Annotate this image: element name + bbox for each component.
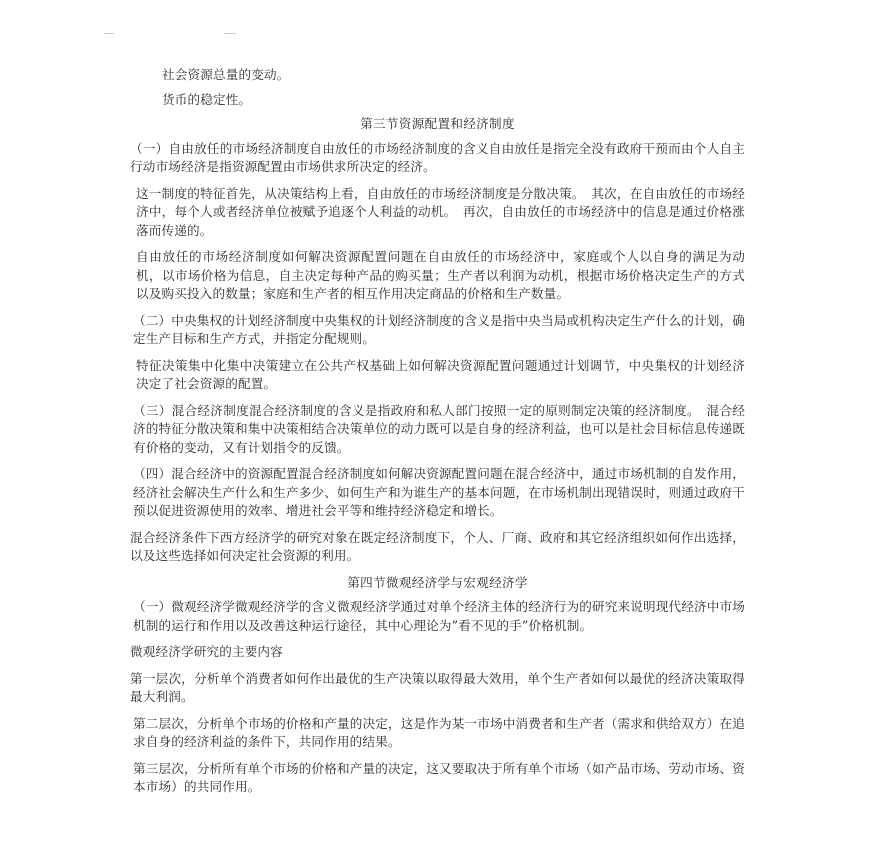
paragraph: 混合经济条件下西方经济学的研究对象在既定经济制度下，个人、厂商、政府和其它经济组织如何作出选择，以及这些选择如何决定社会资源的利用。 [130,529,745,563]
paragraph: （四）混合经济中的资源配置混合经济制度如何解决资源配置问题在混合经济中，通过市场机制的自发作用，经济社会解决生产什么和生产多少、如何生产和为谁生产的基本问题，在市场机制出现错误时，则通过政府干预以促进资源使用的效率、增进社会平等和维持经济稳定和增长。 [133,466,745,518]
paragraph: 第二层次，分析单个市场的价格和产量的决定，这是作为某一市场中消费者和生产者（需求和供给双方）在追求自身的经济利益的条件下，共同作用的结果。 [133,715,745,749]
section-heading: 第四节微观经济学与宏观经济学 [347,574,528,590]
scan-artifact-mark [104,33,114,34]
paragraph: 第三层次，分析所有单个市场的价格和产量的决定，这又要取决于所有单个市场（如产品市场、劳动市场、资本市场）的共同作用。 [133,760,745,794]
paragraph: （一）微观经济学微观经济学的含义微观经济学通过对单个经济主体的经济行为的研究来说明现代经济中市场机制的运行和作用以及改善这种运行途径，其中心理论为”看不见的手”价格机制。 [133,599,745,633]
paragraph: 特征决策集中化集中决策建立在公共产权基础上如何解决资源配置问题通过计划调节，中央集权的计划经济决定了社会资源的配置。 [136,357,745,391]
paragraph: 第一层次，分析单个消费者如何作出最优的生产决策以取得最大效用，单个生产者如何以最优的经济决策取得最大利润。 [130,670,745,704]
paragraph: （三）混合经济制度混合经济制度的含义是指政府和私人部门按照一定的原则制定决策的经济制度。 混合经济的特征分散决策和集中决策相结合决策单位的动力既可以是自身的经济利益，也可以是社会目标信息传递既有价格的变动，又有计划指令的反馈。 [133,402,745,455]
paragraph: （二）中央集权的计划经济制度中央集权的计划经济制度的含义是指中央当局或机构决定生产什么的计划，确定生产目标和生产方式，并指定分配规则。 [133,312,745,346]
subheading-line: 微观经济学研究的主要内容 [130,644,283,659]
paragraph: 自由放任的市场经济制度如何解决资源配置问题在自由放任的市场经济中，家庭或个人以自身的满足为动机，以市场价格为信息，自主决定每种产品的购买量；生产者以利润为动机，根据市场价格决定生产的方式以及购买投入的数量；家庭和生产者的相互作用决定商品的价格和生产数量。 [136,249,745,301]
section-heading: 第三节资源配置和经济制度 [360,116,515,131]
paragraph: 这一制度的特征首先，从决策结构上看，自由放任的市场经济制度是分散决策。 其次，在自由放任的市场经济中，每个人或者经济单位被赋予追逐个人利益的动机。 再次，自由放任的市场经济中的信息是通过价格涨落而传递的。 [136,185,745,238]
scan-artifact-mark [224,33,236,34]
paragraph: （一）自由放任的市场经济制度自由放任的市场经济制度的含义自由放任是指完全没有政府干预而由个人自主行动市场经济是指资源配置由市场供求所决定的经济。 [130,140,745,174]
list-line: 货币的稳定性。 [162,91,252,107]
list-line: 社会资源总量的变动。 [162,67,290,82]
document-body [130,66,745,805]
